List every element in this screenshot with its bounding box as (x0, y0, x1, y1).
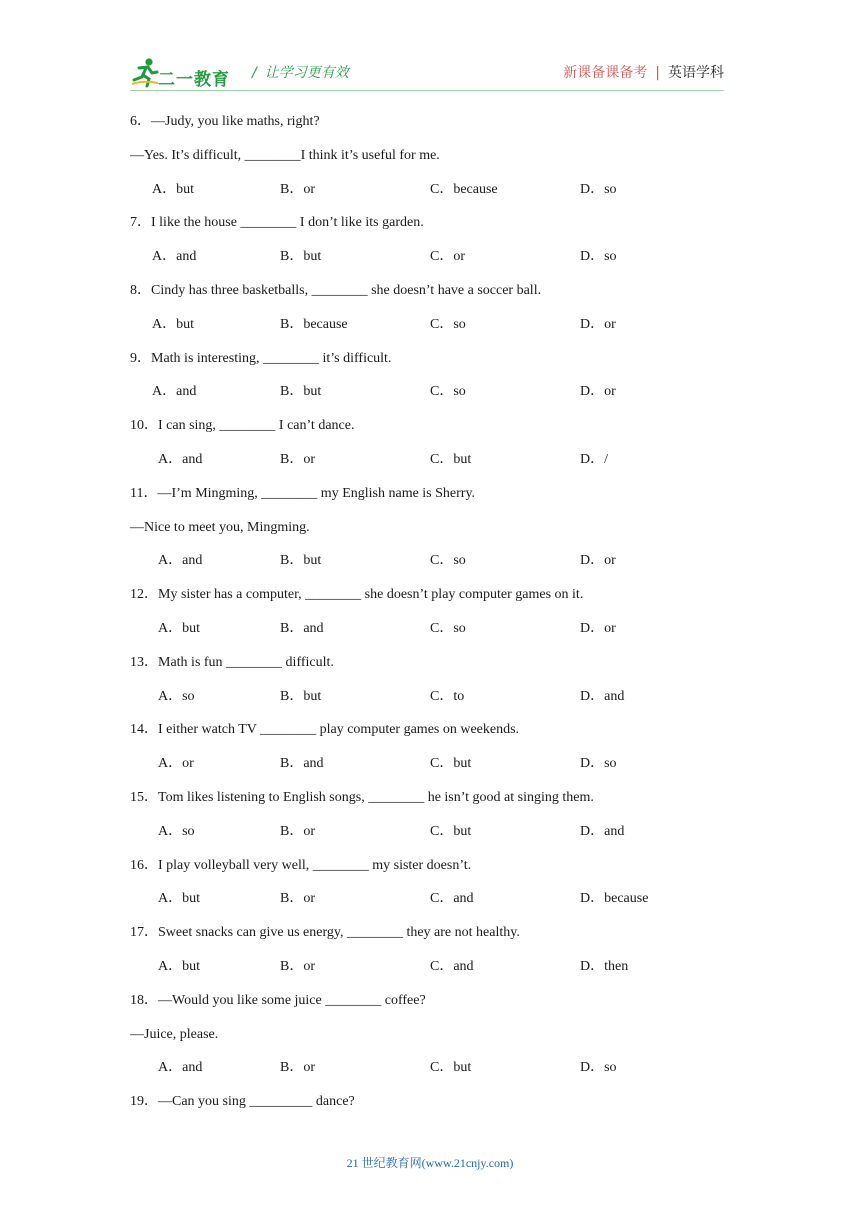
options-row (130, 178, 730, 212)
option-c[interactable]: C．and (430, 958, 474, 974)
options-row (130, 549, 730, 583)
options-row (130, 685, 730, 719)
page-footer: 21 世纪教育网(www.21cnjy.com) (346, 1156, 514, 1170)
question-text: 13．Math is fun ________ difficult. (130, 654, 334, 670)
options-row (130, 245, 730, 279)
options-row (130, 617, 730, 651)
question-response: —Nice to meet you, Mingming. (130, 519, 310, 535)
option-d[interactable]: D．so (580, 1060, 617, 1076)
option-b[interactable]: B．but (280, 249, 322, 265)
option-d[interactable]: D．and (580, 823, 625, 839)
question-item (130, 414, 730, 482)
question-text: 9．Math is interesting, ________ it’s difficult. (130, 350, 392, 366)
question-item (130, 921, 730, 989)
option-a[interactable]: A．so (158, 823, 195, 839)
question-item (130, 279, 730, 347)
option-c[interactable]: C．but (430, 1060, 472, 1076)
options-row (130, 313, 730, 347)
option-b[interactable]: B．because (280, 316, 348, 332)
question-item (130, 651, 730, 719)
question-item (130, 718, 730, 786)
option-b[interactable]: B．but (280, 688, 322, 704)
option-a[interactable]: A．but (152, 316, 194, 332)
option-a[interactable]: A．and (158, 553, 203, 569)
question-text: 10．I can sing, ________ I can’t dance. (130, 418, 355, 434)
question-text: 16．I play volleyball very well, ________ my sister doesn’t. (130, 857, 472, 873)
option-c[interactable]: C．because (430, 181, 498, 197)
logo-text: 二一教育 (158, 70, 230, 90)
question-item (130, 989, 730, 1090)
header-divider (130, 90, 724, 91)
option-c[interactable]: C．but (430, 756, 472, 772)
question-response: —Juice, please. (130, 1026, 219, 1042)
question-item (130, 786, 730, 854)
header-subject (563, 62, 724, 82)
options-row (130, 955, 730, 989)
option-d[interactable]: D．or (580, 620, 616, 636)
question-text: 12．My sister has a computer, ________ she doesn’t play computer games on it. (130, 587, 584, 603)
question-text: 18．—Would you like some juice ________ coffee? (130, 992, 426, 1008)
question-item (130, 211, 730, 279)
option-d[interactable]: D．/ (580, 451, 608, 467)
option-b[interactable]: B．or (280, 1060, 315, 1076)
question-text: 6．—Judy, you like maths, right? (130, 114, 320, 129)
option-b[interactable]: B．and (280, 756, 324, 772)
logo (130, 56, 236, 90)
option-a[interactable]: A．but (158, 620, 200, 636)
option-a[interactable]: A．so (158, 688, 195, 704)
option-b[interactable]: B．and (280, 620, 324, 636)
option-c[interactable]: C．but (430, 823, 472, 839)
option-b[interactable]: B．but (280, 384, 322, 400)
page-header (130, 52, 724, 92)
option-d[interactable]: D．so (580, 181, 617, 197)
question-list (130, 110, 730, 1124)
options-row (130, 1056, 730, 1090)
question-text: 11．—I’m Mingming, ________ my English name is Sherry. (130, 485, 476, 501)
question-response: —Yes. It’s difficult, ________I think it’s useful for me. (130, 147, 440, 163)
options-row (130, 887, 730, 921)
question-item (130, 854, 730, 922)
options-row (130, 448, 730, 482)
question-text: 17．Sweet snacks can give us energy, ________ they are not healthy. (130, 925, 520, 941)
option-c[interactable]: C．so (430, 620, 466, 636)
option-d[interactable]: D．then (580, 958, 629, 974)
option-c[interactable]: C．to (430, 688, 465, 704)
options-row (130, 380, 730, 414)
question-text: 14．I either watch TV ________ play computer games on weekends. (130, 722, 520, 738)
slogan (252, 62, 349, 82)
option-c[interactable]: C．so (430, 384, 466, 400)
option-d[interactable]: D．and (580, 688, 625, 704)
option-a[interactable]: A．but (158, 958, 200, 974)
question-item (130, 1090, 730, 1124)
option-a[interactable]: A．but (158, 891, 200, 907)
option-c[interactable]: C．so (430, 553, 466, 569)
option-a[interactable]: A．or (158, 756, 194, 772)
option-c[interactable]: C．but (430, 451, 472, 467)
option-b[interactable]: B．or (280, 891, 315, 907)
header-separator: | (655, 65, 660, 81)
option-d[interactable]: D．or (580, 316, 616, 332)
option-d[interactable]: D．or (580, 553, 616, 569)
option-a[interactable]: A．and (158, 451, 203, 467)
question-item (130, 583, 730, 651)
question-text: 8．Cindy has three basketballs, ________ she doesn’t have a soccer ball. (130, 282, 542, 298)
option-a[interactable]: A．but (152, 181, 194, 197)
option-d[interactable]: D．so (580, 249, 617, 265)
question-text: 15．Tom likes listening to English songs, ________ he isn’t good at singing them. (130, 789, 594, 805)
option-a[interactable]: A．and (152, 384, 197, 400)
option-b[interactable]: B．but (280, 553, 322, 569)
option-a[interactable]: A．and (152, 249, 197, 265)
question-item (130, 482, 730, 583)
header-subject-label: 英语学科 (668, 65, 724, 81)
question-text: 19．—Can you sing _________ dance? (130, 1094, 355, 1110)
options-row (130, 752, 730, 786)
option-c[interactable]: C．or (430, 249, 465, 265)
question-item (130, 347, 730, 415)
option-d[interactable]: D．or (580, 384, 616, 400)
slogan-slash: / (252, 65, 257, 81)
option-b[interactable]: B．or (280, 181, 315, 197)
option-b[interactable]: B．or (280, 958, 315, 974)
option-d[interactable]: D．so (580, 756, 617, 772)
question-item (130, 110, 730, 211)
option-b[interactable]: B．or (280, 823, 315, 839)
option-d[interactable]: D．because (580, 891, 649, 907)
option-a[interactable]: A．and (158, 1060, 203, 1076)
header-course-label: 新课备课备考 (563, 65, 648, 81)
runner-logo-icon (130, 56, 160, 88)
question-text: 7．I like the house ________ I don’t like its garden. (130, 215, 424, 231)
option-c[interactable]: C．so (430, 316, 466, 332)
option-c[interactable]: C．and (430, 891, 474, 907)
options-row (130, 820, 730, 854)
option-b[interactable]: B．or (280, 451, 315, 467)
slogan-text: 让学习更有效 (264, 65, 349, 81)
